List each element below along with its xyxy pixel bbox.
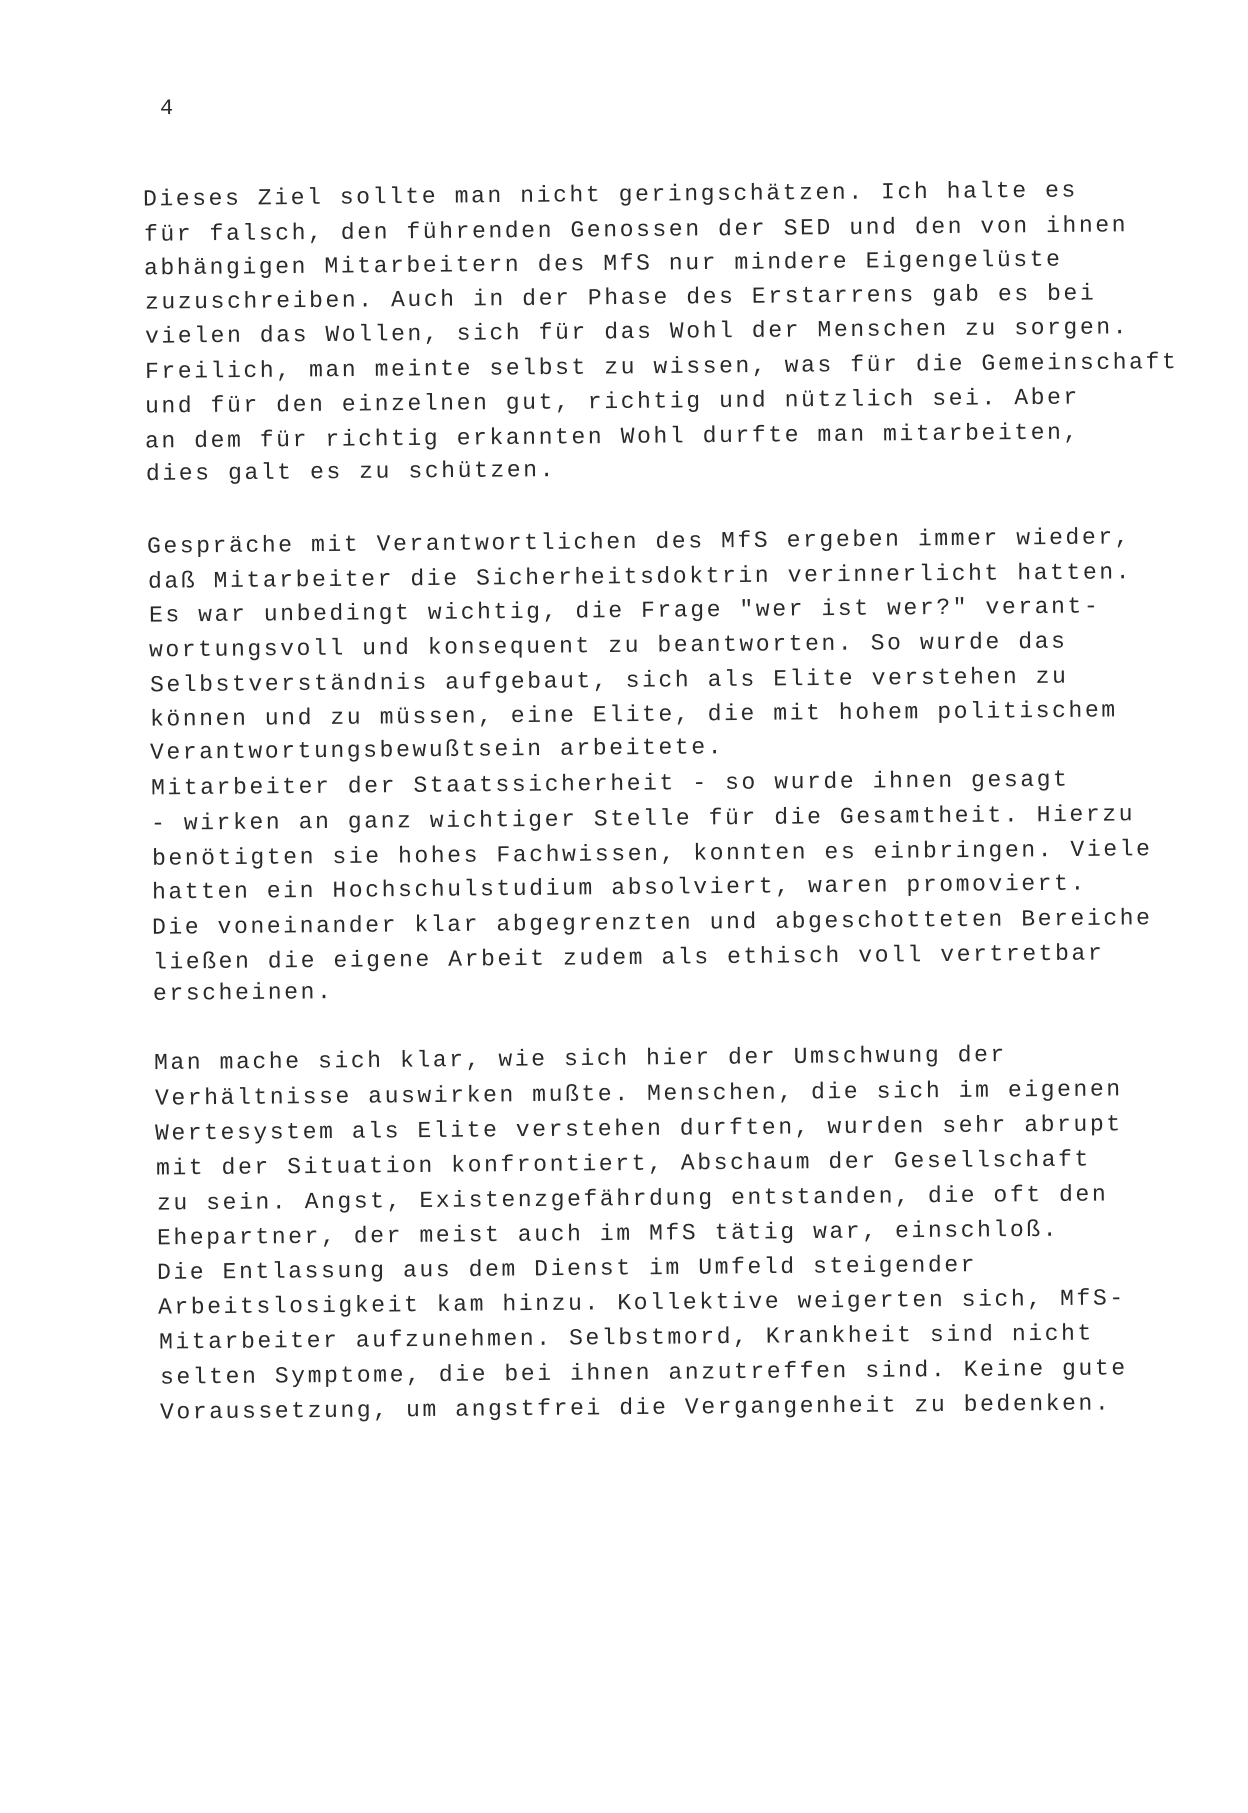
text-line: können und zu müssen, eine Elite, die mit hohem politischem [149, 697, 1118, 733]
text-line: abhängigen Mitarbeitern des MfS nur mindere Eigengelüste [143, 246, 1063, 282]
text-line: an dem für richtig erkannten Wohl durfte man mitarbeiten, [144, 419, 1081, 455]
text-line: Man mache sich klar, wie sich hier der Umschwung der [153, 1041, 1008, 1077]
text-line: dies galt es zu schützen. [145, 457, 557, 487]
text-line: Ehepartner, der meist auch im MfS tätig war, einschloß. [156, 1216, 1060, 1252]
text-line: vielen das Wollen, sich für das Wohl der Menschen zu sorgen. [144, 314, 1130, 350]
text-line: erscheinen. [152, 979, 334, 1007]
text-line: Dieses Ziel sollte man nicht geringschätzen. Ich halte es [142, 177, 1079, 213]
text-line: Verantwortungsbewußtsein arbeitete. [149, 734, 725, 766]
text-line: Selbstverständnis aufgebaut, sich als Elite verstehen zu [149, 663, 1069, 699]
text-line: für falsch, den führenden Genossen der SED und den von ihnen [143, 212, 1129, 248]
text-line: wortungsvoll und konsequent zu beantworten. So wurde das [148, 628, 1068, 664]
text-line: Wertesystem als Elite verstehen durften, wurden sehr abrupt [154, 1111, 1123, 1147]
text-line: - wirken an ganz wichtiger Stelle für die Gesamtheit. Hierzu [150, 801, 1136, 837]
text-line: mit der Situation konfrontiert, Abschaum der Gesellschaft [155, 1146, 1092, 1182]
text-line: Arbeitslosigkeit kam hinzu. Kollektive weigerten sich, MfS- [157, 1285, 1126, 1321]
text-line: Freilich, man meinte selbst zu wissen, was für die Gemeinschaft [144, 349, 1179, 385]
text-line: und für den einzelnen gut, richtig und nützlich sei. Aber [144, 384, 1081, 420]
text-line: benötigten sie hohes Fachwissen, konnten es einbringen. Viele [151, 836, 1153, 872]
text-line: Verhältnisse auswirken mußte. Menschen, die sich im eigenen [154, 1076, 1123, 1112]
text-line: Die Entlassung aus dem Dienst im Umfeld steigender [156, 1252, 978, 1286]
text-line: zu sein. Angst, Existenzgefährdung entstanden, die oft den [156, 1181, 1109, 1217]
page-number: 4 [160, 96, 175, 121]
text-line: Voraussetzung, um angstfrei die Vergangenheit zu bedenken. [159, 1390, 1112, 1426]
text-line: zuzuschreiben. Auch in der Phase des Erstarrens gab es bei [144, 280, 1097, 316]
text-line: selten Symptome, die bei ihnen anzutreffen sind. Keine gute [159, 1355, 1128, 1391]
text-line: Es war unbedingt wichtig, die Frage "wer ist wer?" verant- [148, 593, 1101, 629]
text-line: Die voneinander klar abgegrenzten und abgeschotteten Bereiche [151, 905, 1153, 941]
text-line: daß Mitarbeiter die Sicherheitsdoktrin verinnerlicht hatten. [147, 559, 1133, 595]
text-line: hatten ein Hochschulstudium absolviert, waren promoviert. [151, 870, 1088, 906]
text-line: ließen die eigene Arbeit zudem als ethisch voll vertretbar [152, 940, 1105, 976]
text-line: Gespräche mit Verantwortlichen des MfS ergeben immer wieder, [146, 524, 1132, 560]
text-line: Mitarbeiter aufzunehmen. Selbstmord, Krankheit sind nicht [158, 1320, 1095, 1356]
text-line: Mitarbeiter der Staatssicherheit - so wurde ihnen gesagt [150, 766, 1070, 802]
